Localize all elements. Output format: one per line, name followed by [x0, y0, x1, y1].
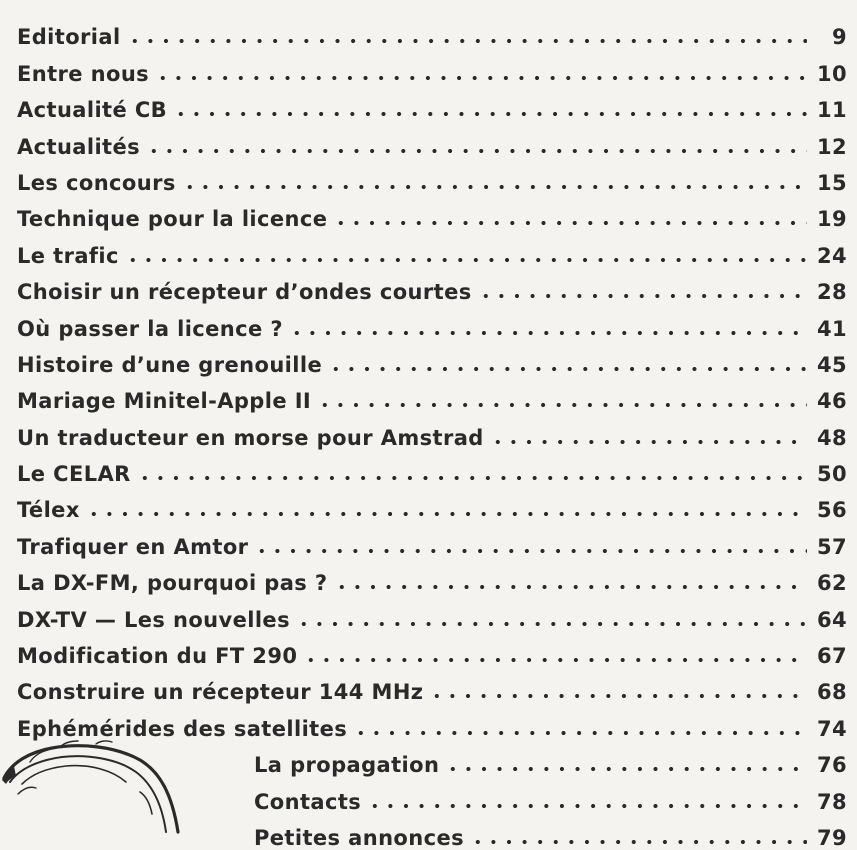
- dot-leader: [490, 437, 807, 447]
- entry-page-number: 45: [816, 352, 847, 377]
- toc-entry-choisir-recepteur[interactable]: [17, 267, 847, 303]
- entry-title: Le trafic: [17, 243, 119, 268]
- toc-entry-dx-tv[interactable]: [17, 594, 847, 630]
- entry-title: Mariage Minitel-Apple II: [17, 389, 312, 414]
- entry-page-number: 11: [816, 98, 847, 123]
- dot-leader: [333, 218, 807, 228]
- toc-entry-traducteur-morse[interactable]: [17, 412, 847, 448]
- dot-leader: [296, 619, 807, 629]
- entry-title: Technique pour la licence: [17, 207, 328, 232]
- toc-entry-technique-licence[interactable]: [17, 194, 847, 230]
- entry-page-number: 64: [816, 607, 847, 632]
- entry-title: Trafiquer en Amtor: [17, 534, 249, 559]
- entry-page-number: 15: [816, 170, 847, 195]
- entry-page-number: 10: [816, 61, 847, 86]
- entry-title: Petites annonces: [254, 825, 465, 850]
- dot-leader: [303, 655, 807, 665]
- entry-page-number: 12: [816, 134, 847, 159]
- entry-title: Construire un récepteur 144 MHz: [17, 680, 424, 705]
- entry-page-number: 41: [816, 316, 847, 341]
- entry-page-number: 79: [816, 825, 847, 850]
- entry-page-number: 56: [816, 498, 847, 523]
- toc-entry-actualites[interactable]: [17, 121, 847, 157]
- toc-entry-le-trafic[interactable]: [17, 230, 847, 266]
- dot-leader: [429, 691, 807, 701]
- table-of-contents: [17, 12, 847, 849]
- cartoon-head-illustration-icon: [0, 732, 240, 834]
- entry-title: Télex: [17, 498, 80, 523]
- entry-page-number: 50: [816, 462, 847, 487]
- entry-title: Actualités: [17, 134, 141, 159]
- dot-leader: [173, 109, 807, 119]
- dot-leader: [146, 146, 807, 156]
- dot-leader: [254, 546, 807, 556]
- toc-entry-construire-recepteur[interactable]: [17, 667, 847, 703]
- dot-leader: [353, 728, 807, 738]
- entry-page-number: 62: [816, 571, 847, 596]
- entry-title: Les concours: [17, 170, 176, 195]
- entry-page-number: 9: [831, 25, 847, 50]
- entry-title: Choisir un récepteur d’ondes courtes: [17, 280, 472, 305]
- dot-leader: [317, 400, 807, 410]
- entry-title: La DX-FM, pourquoi pas ?: [17, 571, 328, 596]
- dot-leader: [86, 509, 807, 519]
- entry-title: Le CELAR: [17, 462, 131, 487]
- dot-leader: [445, 764, 807, 774]
- entry-title: La propagation: [254, 753, 440, 778]
- entry-title: Entre nous: [17, 61, 150, 86]
- toc-entry-histoire-grenouille[interactable]: [17, 340, 847, 376]
- dot-leader: [125, 255, 807, 265]
- entry-title: Histoire d’une grenouille: [17, 352, 323, 377]
- toc-entry-mariage-minitel[interactable]: [17, 376, 847, 412]
- dot-leader: [137, 473, 807, 483]
- dot-leader: [182, 182, 807, 192]
- entry-title: Un traducteur en morse pour Amstrad: [17, 425, 484, 450]
- entry-title: Modification du FT 290: [17, 644, 298, 669]
- entry-title: Editorial: [17, 25, 121, 50]
- entry-page-number: 68: [816, 680, 847, 705]
- toc-entry-les-concours[interactable]: [17, 158, 847, 194]
- toc-entry-telex[interactable]: [17, 485, 847, 521]
- entry-title: Où passer la licence ?: [17, 316, 283, 341]
- entry-title: Actualité CB: [17, 98, 168, 123]
- toc-entry-ou-passer-licence[interactable]: [17, 303, 847, 339]
- toc-entry-modification-ft290[interactable]: [17, 631, 847, 667]
- dot-leader: [478, 291, 807, 301]
- dot-leader: [367, 801, 807, 811]
- toc-entry-le-celar[interactable]: [17, 449, 847, 485]
- toc-entry-dx-fm[interactable]: [17, 558, 847, 594]
- entry-page-number: 67: [816, 644, 847, 669]
- entry-page-number: 74: [816, 716, 847, 741]
- dot-leader: [155, 73, 807, 83]
- dot-leader: [289, 328, 807, 338]
- entry-page-number: 19: [816, 207, 847, 232]
- entry-page-number: 28: [816, 280, 847, 305]
- toc-entry-actualite-cb[interactable]: [17, 85, 847, 121]
- dot-leader: [334, 582, 807, 592]
- dot-leader: [470, 837, 807, 847]
- entry-title: DX-TV — Les nouvelles: [17, 607, 290, 632]
- entry-page-number: 57: [816, 534, 847, 559]
- dot-leader: [127, 36, 807, 46]
- entry-page-number: 78: [816, 789, 847, 814]
- entry-title: Ephémérides des satellites: [17, 716, 348, 741]
- dot-leader: [328, 364, 807, 374]
- toc-entry-editorial[interactable]: [17, 12, 847, 48]
- entry-page-number: 46: [816, 389, 847, 414]
- toc-entry-entre-nous[interactable]: [17, 48, 847, 84]
- entry-page-number: 24: [816, 243, 847, 268]
- entry-title: Contacts: [254, 789, 362, 814]
- toc-entry-trafiquer-amtor[interactable]: [17, 521, 847, 557]
- entry-page-number: 76: [816, 753, 847, 778]
- entry-page-number: 48: [816, 425, 847, 450]
